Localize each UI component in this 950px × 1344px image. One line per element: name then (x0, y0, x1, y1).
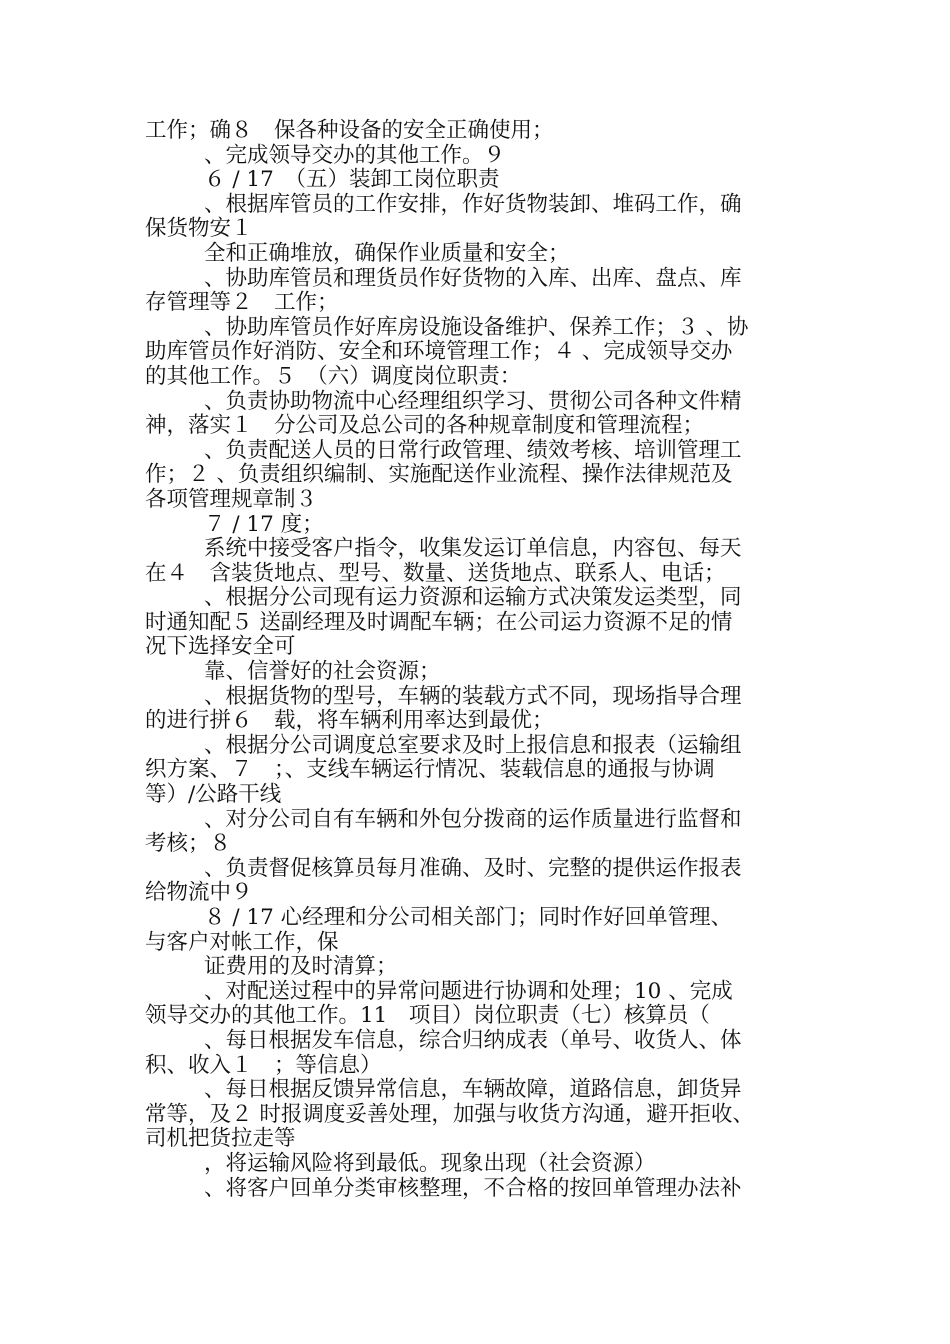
text-line: 助库管员作好消防、安全和环境管理工作；４ 、完成领导交办 (145, 339, 733, 365)
text-line: 靠、信誉好的社会资源； (204, 659, 441, 685)
text-line: 证费用的及时清算； (204, 954, 398, 980)
text-line: 与客户对帐工作，保 (145, 929, 339, 955)
text-line: 保货物安１ (145, 216, 253, 242)
text-line: 、对配送过程中的异常问题进行协调和处理；10 、完成 (204, 978, 733, 1004)
text-line: 等）/公路干线 (145, 782, 282, 808)
text-line: 时通知配５ 送副经理及时调配车辆；在公司运力资源不足的情 (145, 609, 733, 635)
text-line: 况下选择安全可 (145, 634, 296, 660)
text-line: 给物流中９ (145, 880, 253, 906)
text-line: 、协助库管员作好库房设施设备维护、保养工作；３ 、协 (204, 314, 749, 340)
text-line: 、负责督促核算员每月准确、及时、完整的提供运作报表 (204, 855, 742, 881)
text-line: ６ / 17 （五）装卸工岗位职责 (204, 167, 500, 193)
text-line: 、负责配送人员的日常行政管理、绩效考核、培训管理工 (204, 437, 742, 463)
text-line: 的其他工作。５ （六）调度岗位职责： (145, 363, 522, 389)
text-line: 、根据库管员的工作安排，作好货物装卸、堆码工作，确 (204, 191, 742, 217)
text-line: 神，落实１ 分公司及总公司的各种规章制度和管理流程； (145, 413, 705, 439)
text-line: 、每日根据反馈异常信息，车辆故障，道路信息，卸货异 (204, 1077, 742, 1103)
text-line: 作；２ 、负责组织编制、实施配送作业流程、操作法律规范及 (145, 462, 733, 488)
text-line: 的进行拼６ 载，将车辆利用率达到最优； (145, 708, 554, 734)
text-line: 存管理等２ 工作； (145, 290, 339, 316)
text-line: 、完成领导交办的其他工作。９ (204, 142, 506, 168)
text-line: 积、收入１ ；等信息） (145, 1052, 382, 1078)
text-line: ７ / 17 度； (204, 511, 324, 537)
text-line: 、将客户回单分类审核整理，不合格的按回单管理办法补 (204, 1175, 742, 1201)
text-line: 系统中接受客户指令，收集发运订单信息，内容包、每天 (204, 536, 742, 562)
text-line: 、对分公司自有车辆和外包分拨商的运作质量进行监督和 (204, 806, 742, 832)
text-line: 在４ 含装货地点、型号、数量、送货地点、联系人、电话； (145, 560, 726, 586)
text-line: 、协助库管员和理货员作好货物的入库、出库、盘点、库 (204, 265, 742, 291)
text-line: 、根据分公司现有运力资源和运输方式决策发运类型，同 (204, 585, 742, 611)
document-body (145, 119, 810, 1201)
text-line: 织方案、７ ；、支线车辆运行情况、装载信息的通报与协调 (145, 757, 715, 783)
text-line: ８ / 17 心经理和分公司相关部门；同时作好回单管理、 (204, 905, 733, 930)
text-line: 、根据分公司调度总室要求及时上报信息和报表（运输组 (204, 732, 742, 758)
text-line: 工作；确８ 保各种设备的安全正确使用； (145, 118, 554, 143)
text-line: 司机把货拉走等 (145, 1126, 296, 1152)
text-line: 全和正确堆放，确保作业质量和安全； (204, 240, 570, 266)
text-line: 、每日根据发车信息，综合归纳成表（单号、收货人、体 (204, 1027, 742, 1053)
text-line: 考核；８ (145, 831, 232, 857)
text-line: 、负责协助物流中心经理组织学习、贯彻公司各种文件精 (204, 388, 742, 414)
text-line: 各项管理规章制３ (145, 486, 318, 512)
text-line: 常等，及２ 时报调度妥善处理，加强与收货方沟通，避开拒收、 (145, 1101, 754, 1127)
text-line: ，将运输风险将到最低。现象出现（社会资源） (204, 1150, 656, 1176)
text-line: 、根据货物的型号，车辆的装载方式不同，现场指导合理 (204, 683, 742, 709)
text-line: 领导交办的其他工作。11 项目）岗位职责（七）核算员（ (145, 1003, 710, 1029)
